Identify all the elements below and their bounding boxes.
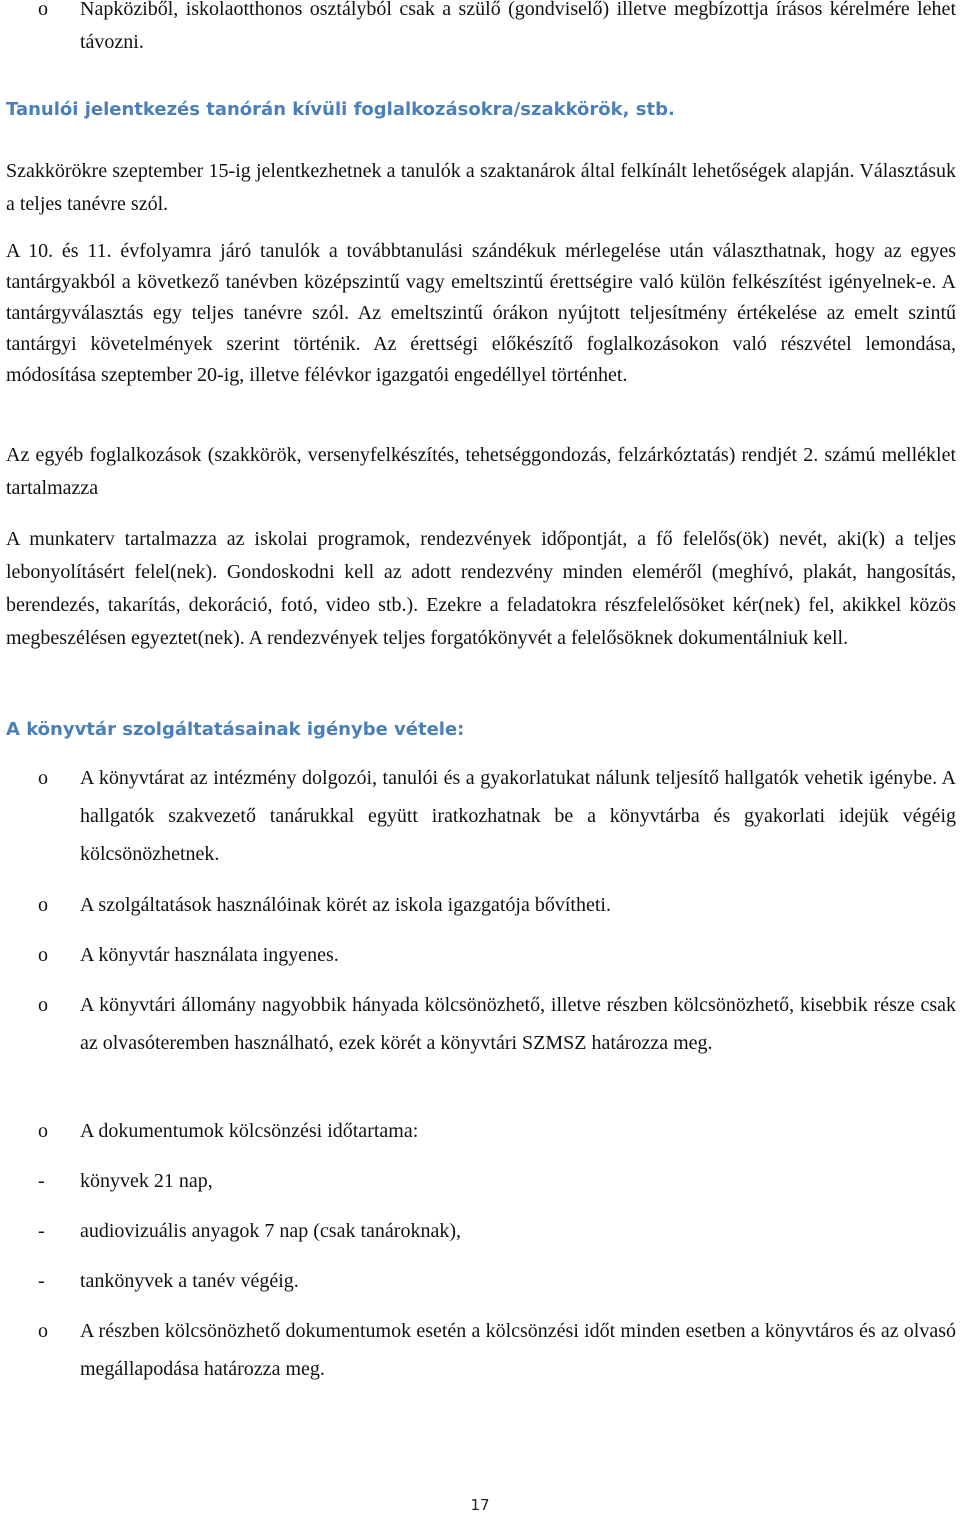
list-marker: o xyxy=(38,0,48,20)
section-heading: Tanulói jelentkezés tanórán kívüli foglalkozásokra/szakkörök, stb. xyxy=(6,99,675,120)
list-item-text: audiovizuális anyagok 7 nap (csak tanároknak), xyxy=(80,1220,461,1242)
list-marker: o xyxy=(38,767,48,789)
list-item-text: A dokumentumok kölcsönzési időtartama: xyxy=(80,1120,419,1142)
list-item-text: A könyvtári állomány nagyobbik hányada kölcsönözhető, illetve részben kölcsönözhető, kisebbik része csak az olvasóteremben használható, ezek körét a könyvtári SZMSZ határozza meg. xyxy=(80,994,956,1054)
paragraph: Szakkörökre szeptember 15-ig jelentkezhetnek a tanulók a szaktanárok által felkínált lehetőségek alapján. Választásuk a teljes tanévre szól. xyxy=(6,160,956,215)
list-item-text: A könyvtár használata ingyenes. xyxy=(80,944,339,966)
list-marker: o xyxy=(38,1120,48,1142)
list-item-text: Napköziből, iskolaotthonos osztályból csak a szülő (gondviselő) illetve megbízottja írásos kérelmére lehet távozni. xyxy=(80,0,956,53)
list-marker: - xyxy=(38,1170,45,1192)
list-item-text: könyvek 21 nap, xyxy=(80,1170,213,1192)
paragraph: A munkaterv tartalmazza az iskolai programok, rendezvények időpontját, a fő felelős(ök) nevét, aki(k) a teljes lebonyolításért felel(nek). Gondoskodni kell az adott rendezvény minden eleméről (meghívó, plakát, hangosítás, berendezés, takarítás, dekoráció, fotó, video stb.). Ezekre a feladatokra részfelelősöket kér(nek) fel, akikkel közös megbeszélésen egyeztet(nek). A rendezvények teljes forgatókönyvét a felelősöknek dokumentálniuk kell. xyxy=(6,528,956,649)
list-item-text: A részben kölcsönözhető dokumentumok esetén a kölcsönzési időt minden esetben a könyvtáros és az olvasó megállapodása határozza meg. xyxy=(80,1320,956,1380)
page-number: 17 xyxy=(470,1496,490,1514)
list-marker: o xyxy=(38,944,48,966)
list-item-text: A szolgáltatások használóinak körét az iskola igazgatója bővítheti. xyxy=(80,894,611,916)
paragraph: A 10. és 11. évfolyamra járó tanulók a továbbtanulási szándékuk mérlegelése után választhatnak, hogy az egyes tantárgyakból a következő tanévben középszintű vagy emeltszintű érettségire való külön felkészítést igényelnek-e. A tantárgyválasztás egy teljes tanévre szól. Az emeltszintű órákon nyújtott teljesítmény értékelése az emelt szintű tantárgyi követelmények szerint történik. Az érettségi előkészítő foglalkozásokon való részvétel lemondása, módosítása szeptember 20-ig, illetve félévkor igazgatói engedéllyel történhet. xyxy=(6,240,956,386)
list-marker: - xyxy=(38,1270,45,1292)
list-marker: o xyxy=(38,1320,48,1342)
list-marker: o xyxy=(38,994,48,1016)
section-heading: A könyvtár szolgáltatásainak igénybe vétele: xyxy=(6,719,465,740)
list-marker: o xyxy=(38,894,48,916)
list-item-text: tankönyvek a tanév végéig. xyxy=(80,1270,299,1292)
list-marker: - xyxy=(38,1220,45,1242)
list-item-text: A könyvtárat az intézmény dolgozói, tanulói és a gyakorlatukat nálunk teljesítő hallgatók vehetik igénybe. A hallgatók szakvezető tanárukkal együtt iratkozhatnak be a könyvtárba és gyakorlati idejük végéig kölcsönözhetnek. xyxy=(80,767,956,865)
paragraph: Az egyéb foglalkozások (szakkörök, versenyfelkészítés, tehetséggondozás, felzárkóztatás) rendjét 2. számú melléklet tartalmazza xyxy=(6,444,956,499)
